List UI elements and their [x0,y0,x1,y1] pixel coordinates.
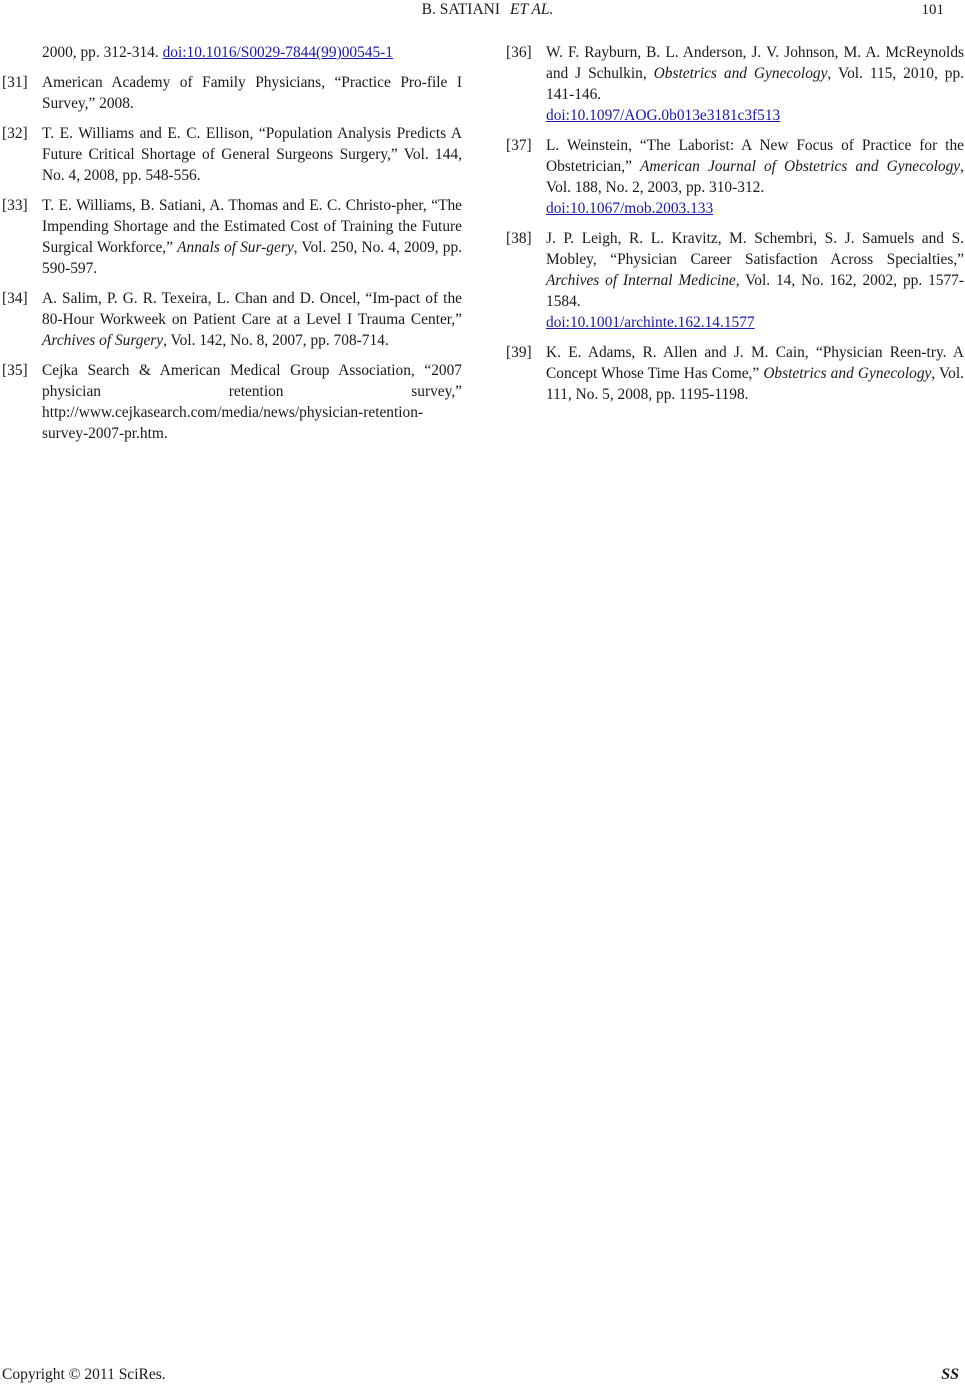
reference-journal: Archives of Internal Medicine [546,272,736,289]
reference-number: [38] [506,230,532,247]
reference-number: [32] [2,125,28,142]
reference-text [546,42,964,126]
right-column [506,42,964,414]
reference-35 [2,360,462,444]
reference-details: , Vol. 14, No. 162, 2002, pp. 1577-1584. [546,272,964,310]
reference-journal: Archives of Surgery [42,332,164,349]
reference-continuation [2,42,462,63]
reference-doi-link[interactable]: doi:10.1097/AOG.0b013e3181c3f513 [546,107,781,124]
reference-34 [2,288,462,351]
reference-text: American Academy of Family Physicians, “Practice Pro-file I Survey,” 2008. [42,74,462,112]
reference-details: , Vol. 111, No. 5, 2008, pp. 1195-1198. [546,365,964,403]
reference-text [42,195,462,279]
reference-doi-link[interactable]: doi:10.1067/mob.2003.133 [546,200,714,217]
reference-details: , Vol. 250, No. 4, 2009, pp. 590-597. [42,239,462,277]
reference-number: [35] [2,362,28,379]
reference-number: [33] [2,197,28,214]
reference-number: [36] [506,44,532,61]
reference-journal: American Journal of Obstetrics and Gynecology [640,158,961,175]
reference-authors-title: L. Weinstein, “The Laborist: A New Focus of Practice for the Obstetrician,” [546,137,964,175]
journal-abbreviation: SS [941,1366,959,1383]
reference-number: [39] [506,344,532,361]
header-etal: ET AL. [510,1,554,18]
reference-33 [2,195,462,279]
copyright-notice: Copyright © 2011 SciRes. [2,1366,166,1383]
page-number: 101 [921,2,944,18]
reference-authors-title: W. F. Rayburn, B. L. Anderson, J. V. Johnson, M. A. McReynolds and J Schulkin, [546,44,964,82]
reference-doi-link[interactable]: doi:10.1001/archinte.162.14.1577 [546,314,755,331]
reference-text [546,342,964,405]
reference-authors-title: T. E. Williams, B. Satiani, A. Thomas and E. C. Christo-pher, “The Impending Shortage and the Estimated Cost of Training the Future Surgical Workforce,” [42,197,462,256]
left-column [2,42,462,453]
header-author: B. SATIANI [421,1,500,18]
reference-38 [506,228,964,333]
reference-36 [506,42,964,126]
reference-journal: Annals of Sur-gery [177,239,294,256]
reference-number: [37] [506,137,532,154]
reference-text [42,288,462,351]
reference-details: , Vol. 188, No. 2, 2003, pp. 310-312. [546,158,964,196]
reference-details: , Vol. 115, 2010, pp. 141-146. [546,65,964,103]
reference-authors-title: J. P. Leigh, R. L. Kravitz, M. Schembri, S. J. Samuels and S. Mobley, “Physician Career Satisfaction Across Specialties,” [546,230,964,268]
reference-39 [506,342,964,405]
reference-text: Cejka Search & American Medical Group Association, “2007 physician retention survey,” http://www.cejkasearch.com/media/news/physician-retention-survey-2007-pr.htm. [42,362,462,442]
reference-number: [34] [2,290,28,307]
reference-journal: Obstetrics and Gynecology [763,365,932,382]
reference-31 [2,72,462,114]
reference-text [546,135,964,219]
running-header [0,0,965,20]
reference-authors-title: K. E. Adams, R. Allen and J. M. Cain, “Physician Reen-try. A Concept Whose Time Has Come,” [546,344,964,382]
reference-authors-title: A. Salim, P. G. R. Texeira, L. Chan and D. Oncel, “Im-pact of the 80-Hour Workweek on Patient Care at a Level I Trauma Center,” [42,290,462,328]
reference-text: T. E. Williams and E. C. Ellison, “Population Analysis Predicts A Future Critical Shortage of General Surgeons Surgery,” Vol. 144, No. 4, 2008, pp. 548-556. [42,125,462,184]
continuation-text: 2000, pp. 312-314. [42,44,163,61]
reference-32 [2,123,462,186]
reference-journal: Obstetrics and Gynecology [653,65,828,82]
reference-details: , Vol. 142, No. 8, 2007, pp. 708-714. [163,332,389,349]
reference-text [546,228,964,333]
continuation-doi-link[interactable]: doi:10.1016/S0029-7844(99)00545-1 [162,44,393,61]
reference-37 [506,135,964,219]
reference-number: [31] [2,74,28,91]
